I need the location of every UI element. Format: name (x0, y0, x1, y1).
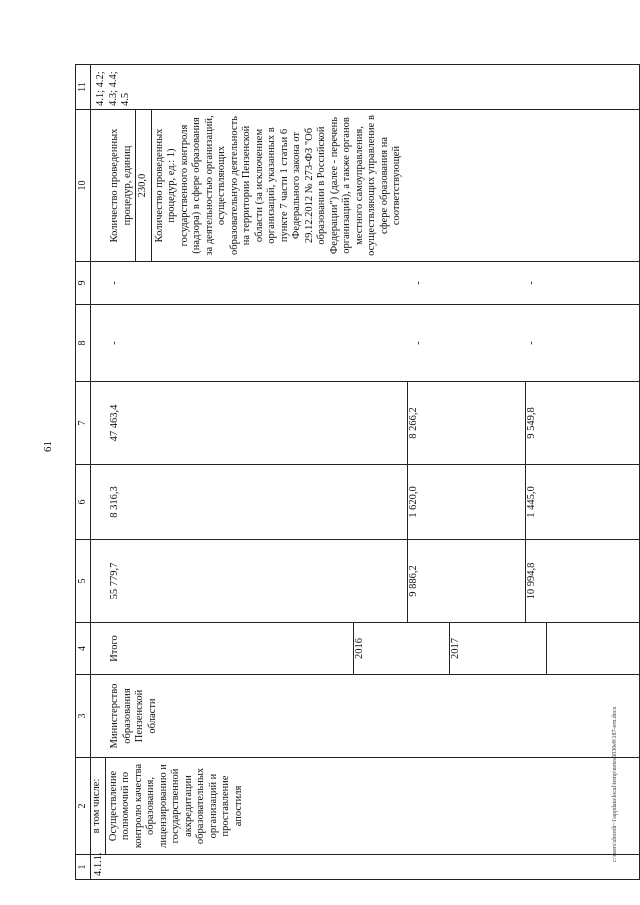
header-cell: 10 (76, 110, 91, 262)
executor-cell (91, 675, 640, 758)
indicator-value: 230,0 (137, 173, 148, 198)
header-cell: 1 (76, 855, 91, 880)
col6-value: 8 316,3 (109, 486, 120, 518)
header-cell: 9 (76, 262, 91, 305)
intro-text: в том числе: (91, 758, 106, 854)
col9-2016: - (413, 281, 425, 285)
col8-value: - (109, 341, 120, 345)
year-2016: 2016 (353, 623, 449, 674)
col8-cell (91, 305, 640, 382)
rotated-table-wrapper (75, 65, 605, 880)
total-2017: 10 994,8 (525, 540, 639, 622)
page-number: 61 (42, 441, 54, 452)
col9-value: - (109, 281, 120, 285)
executor-name: Министерство образования Пензенской области (109, 683, 158, 749)
col8-2016: - (413, 341, 425, 345)
years-cell (91, 623, 640, 675)
year-total-label: Итого (109, 635, 120, 662)
total-cell (91, 540, 640, 623)
total-2016: 9 886,2 (408, 540, 526, 622)
footer-file-path: c:\users\sboroh~1\appdata\local\temp\notes6030e8\187-ern.docx (612, 706, 618, 862)
col7-value: 47 463,4 (109, 404, 120, 442)
header-cell: 6 (76, 465, 91, 540)
years-list (109, 623, 639, 674)
links-text: 4.1; 4.2; 4.3; 4.4; 4.5 (95, 71, 131, 106)
col9-2017: - (526, 281, 538, 285)
header-cell: 3 (76, 675, 91, 758)
measure-name: Осуществление полномочий по контролю качества образования, лицензированию и государственной аккредитации образовательных организаций и проставление апостиля (107, 763, 244, 849)
col7-2017: 9 549,8 (525, 382, 639, 464)
total-value: 55 779,7 (109, 562, 120, 600)
col7-2016: 8 266,2 (408, 382, 526, 464)
header-cell: 8 (76, 305, 91, 382)
col9-cell (91, 262, 640, 305)
col6-cell (91, 465, 640, 540)
col7-cell (91, 382, 640, 465)
col6-2017: 1 445,0 (525, 465, 639, 539)
header-cell: 5 (76, 540, 91, 623)
header-cell: 11 (76, 65, 91, 110)
header-number-row (76, 65, 91, 880)
header-cell: 4 (76, 623, 91, 675)
row-number: 4.1.1. (91, 855, 640, 880)
indicator-head: Количество проведенных процедур, единиц (109, 128, 133, 243)
indicator-cell (91, 110, 640, 262)
program-table (75, 64, 640, 880)
indicator-detail: Количество проведенных процедур, ед.: 1) государственного контроля (надзора) в сфере образования за деятельностью организаций, осуществляющих образовательную деятельность на территории Пензенской области (за исключением организаций, указанных в пункте 7 части 1 статьи 6 Федерального закона от 29.12.2012 № 273-ФЗ "Об образовании в Российской Федерации") (далее - перечень организаций), а также органов местного самоуправления, осуществляющих управление в сфере образования на соответствующей (153, 115, 402, 256)
measure-cell (91, 758, 640, 855)
header-cell: 7 (76, 382, 91, 465)
year-2017: 2017 (450, 623, 546, 674)
col8-2017: - (526, 341, 538, 345)
header-cell: 2 (76, 758, 91, 855)
col6-2016: 1 620,0 (408, 465, 526, 539)
links-cell (91, 65, 640, 110)
table-row (91, 65, 640, 880)
